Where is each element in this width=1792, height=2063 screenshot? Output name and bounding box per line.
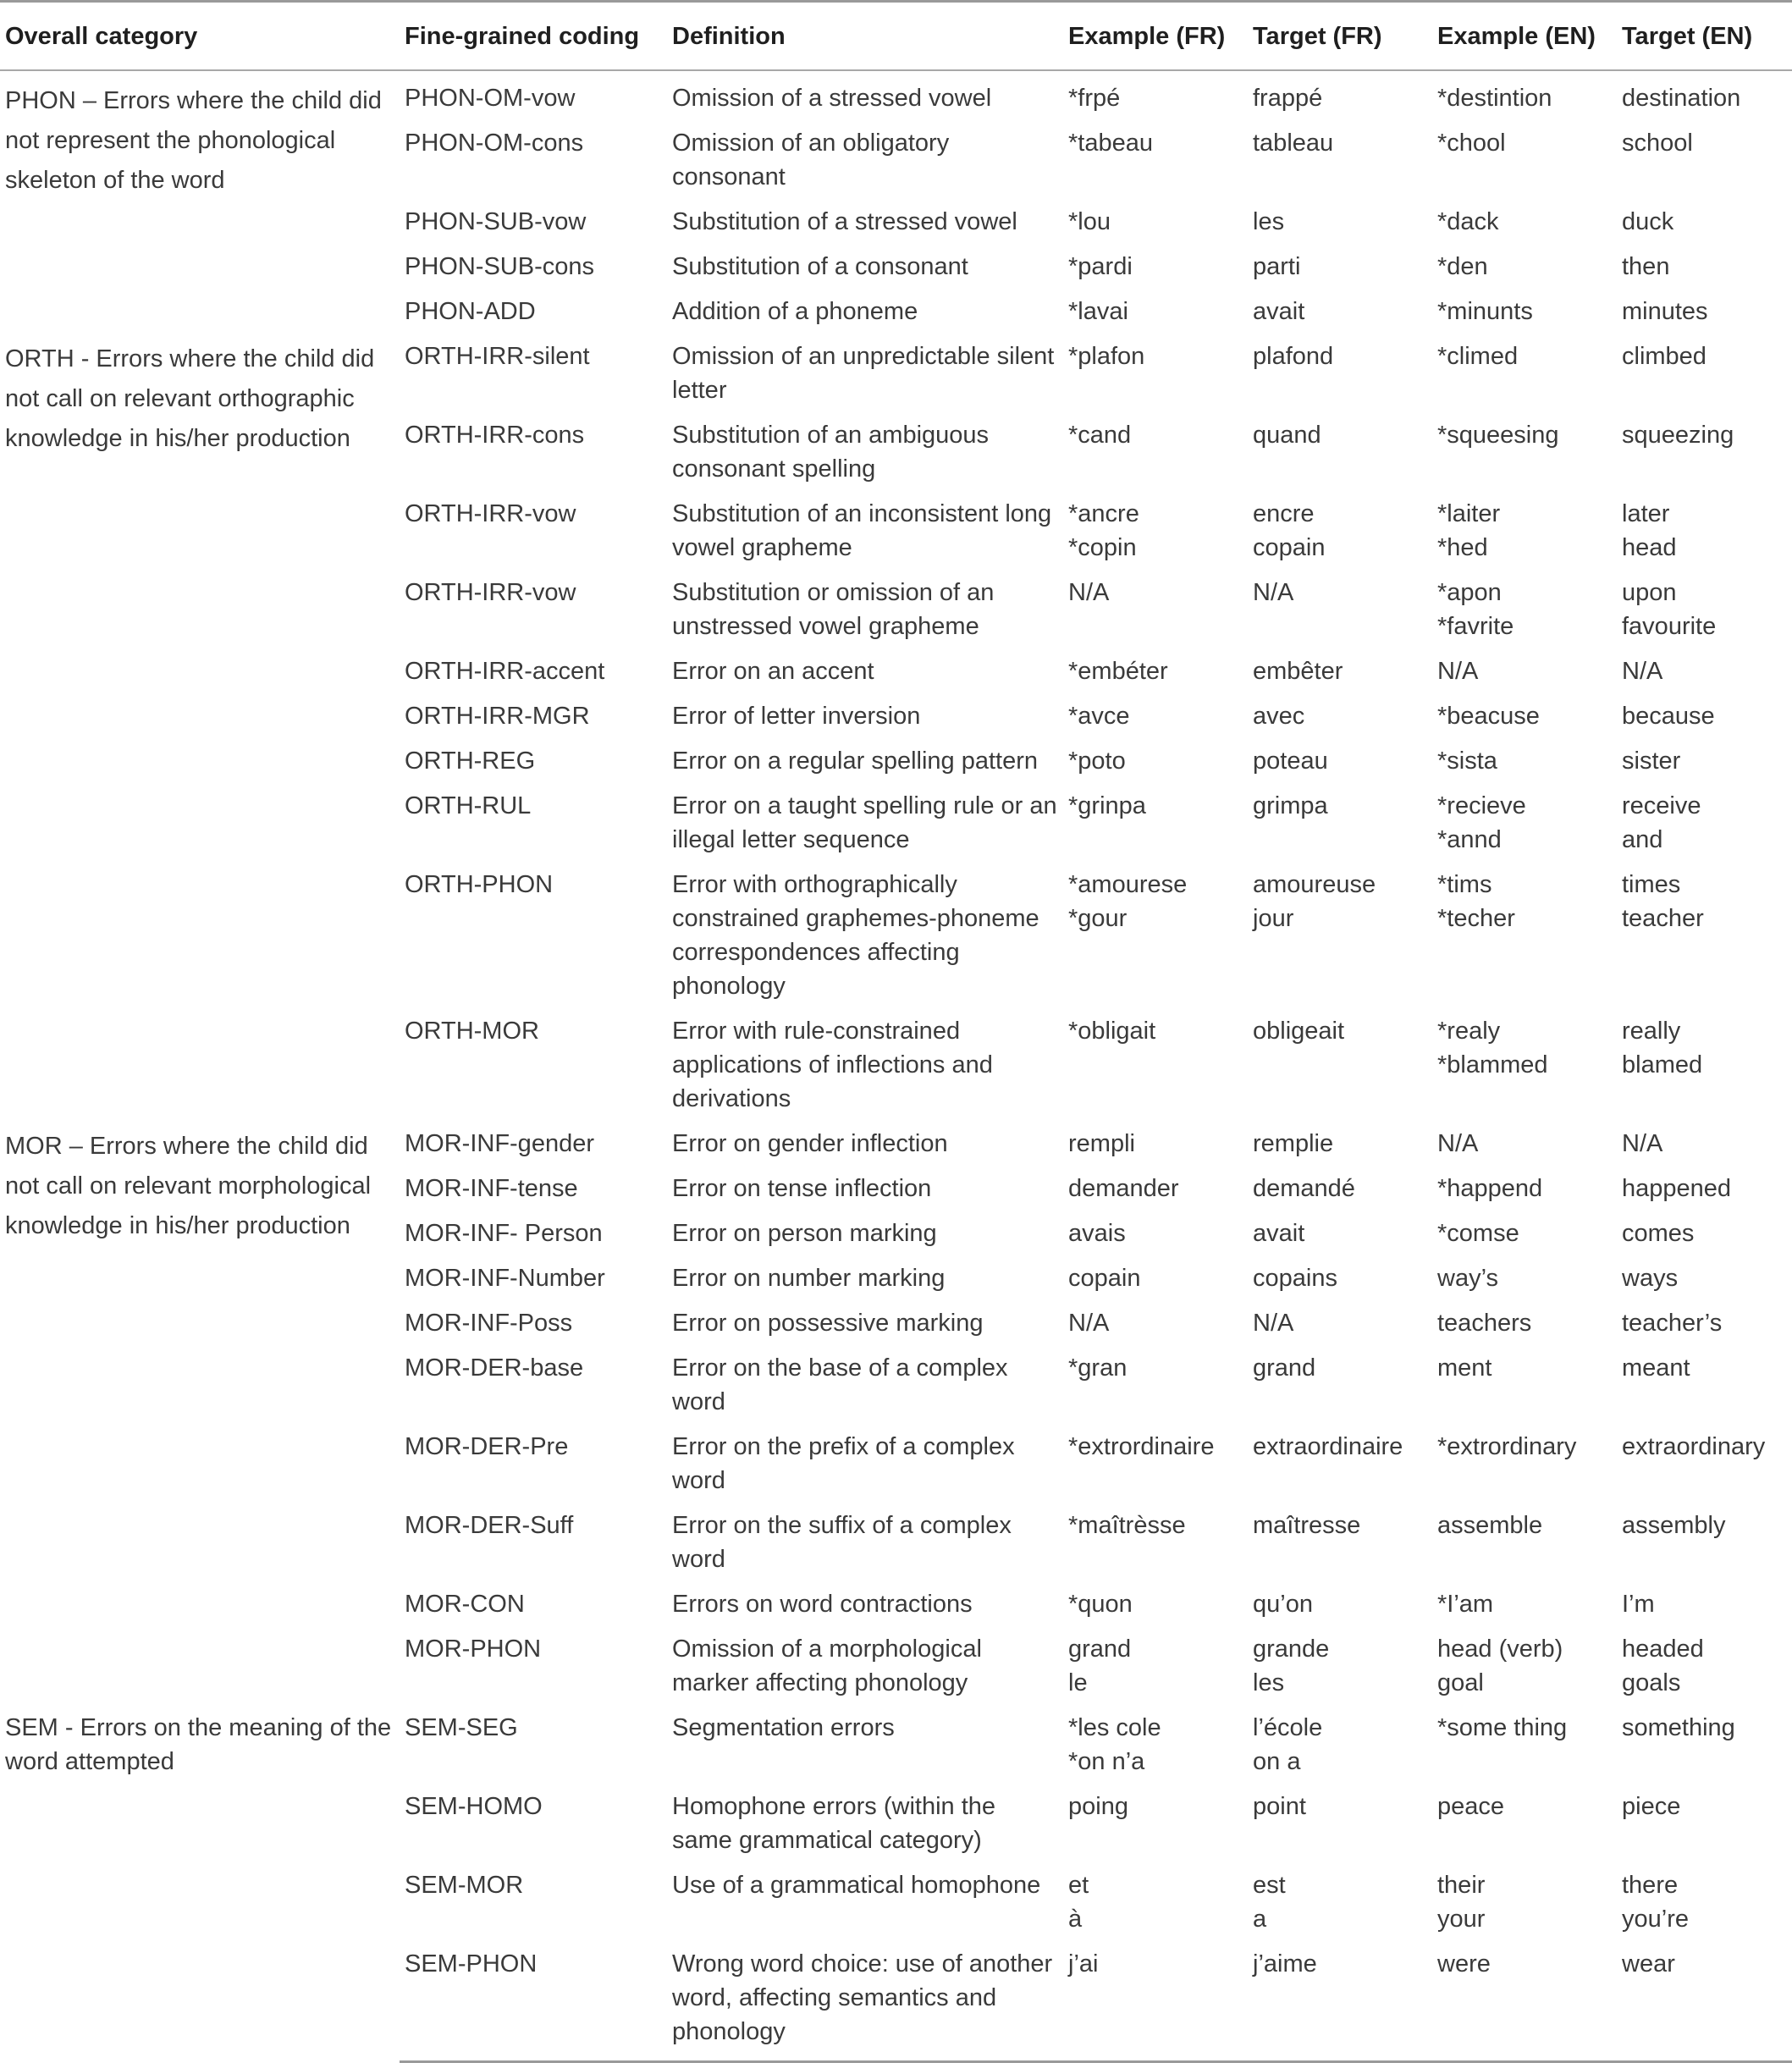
- example-fr-cell: *maîtrèsse: [1068, 1512, 1186, 1539]
- example-en-cell: N/A: [1437, 658, 1479, 685]
- target-fr-cell: l’école on a: [1253, 1714, 1323, 1775]
- target-fr-cell: obligeait: [1253, 1018, 1345, 1045]
- example-fr-cell: *pardi: [1068, 253, 1133, 280]
- code-cell: SEM-PHON: [400, 1942, 667, 2062]
- example-fr-cell: *avce: [1068, 703, 1130, 730]
- target-en-cell: wear: [1617, 1942, 1792, 2062]
- example-fr-cell: *obligait: [1068, 1018, 1156, 1045]
- example-en-cell: *minunts: [1437, 298, 1533, 325]
- target-en-cell: headed goals: [1622, 1636, 1704, 1696]
- target-fr-cell: avait: [1253, 1220, 1305, 1247]
- target-fr-cell: amoureuse jour: [1253, 871, 1376, 932]
- target-fr-cell: frappé: [1253, 85, 1323, 112]
- target-en-cell: minutes: [1622, 298, 1708, 325]
- example-en-cell: *apon *favrite: [1437, 579, 1514, 640]
- definition-cell: Error on person marking: [672, 1220, 937, 1247]
- example-en-cell: *happend: [1437, 1175, 1543, 1202]
- category-phon: PHON – Errors where the child did not represent the phonological skeleton of the word: [5, 87, 382, 194]
- code-cell: ORTH-IRR-MGR: [405, 703, 590, 730]
- definition-cell: Error on number marking: [672, 1265, 946, 1292]
- target-fr-cell: encre copain: [1253, 500, 1326, 561]
- definition-cell: Substitution of an ambiguous consonant spelling: [672, 422, 990, 483]
- example-fr-cell: *frpé: [1068, 85, 1121, 112]
- code-cell: MOR-DER-Pre: [405, 1433, 569, 1460]
- example-fr-cell: copain: [1068, 1265, 1141, 1292]
- target-en-cell: squeezing: [1622, 422, 1734, 449]
- definition-cell: Error of letter inversion: [672, 703, 921, 730]
- example-fr-cell: avais: [1068, 1220, 1126, 1247]
- definition-cell: Addition of a phoneme: [672, 298, 918, 325]
- example-en-cell: *recieve *annd: [1437, 792, 1526, 853]
- example-en-cell: peace: [1437, 1793, 1505, 1820]
- target-fr-cell: grand: [1253, 1354, 1316, 1382]
- header-target-fr: Target (FR): [1248, 2, 1432, 71]
- example-en-cell: *some thing: [1437, 1714, 1568, 1741]
- example-fr-cell: j’ai: [1063, 1942, 1248, 2062]
- example-fr-cell: *lavai: [1068, 298, 1128, 325]
- definition-cell: Errors on word contractions: [672, 1591, 973, 1618]
- target-en-cell: because: [1622, 703, 1715, 730]
- header-example-fr: Example (FR): [1063, 2, 1248, 71]
- definition-cell: Omission of an obligatory consonant: [672, 130, 950, 190]
- definition-cell: Substitution of a consonant: [672, 253, 968, 280]
- code-cell: SEM-HOMO: [405, 1793, 543, 1820]
- target-en-cell: assembly: [1622, 1512, 1726, 1539]
- code-cell: ORTH-MOR: [405, 1018, 539, 1045]
- target-fr-cell: grande les: [1253, 1636, 1330, 1696]
- code-cell: MOR-INF- Person: [405, 1220, 603, 1247]
- definition-cell: Substitution or omission of an unstressed vowel grapheme: [672, 579, 995, 640]
- definition-cell: Use of a grammatical homophone: [672, 1872, 1041, 1899]
- target-en-cell: receive and: [1622, 792, 1701, 853]
- target-fr-cell: parti: [1253, 253, 1301, 280]
- example-fr-cell: *embéter: [1068, 658, 1168, 685]
- code-cell: PHON-SUB-cons: [405, 253, 594, 280]
- target-en-cell: ways: [1622, 1265, 1679, 1292]
- target-fr-cell: plafond: [1253, 343, 1334, 370]
- category-mor: MOR – Errors where the child did not call on relevant morphological knowledge in his/her production: [5, 1133, 372, 1239]
- code-cell: SEM-SEG: [405, 1714, 518, 1741]
- definition-cell: Segmentation errors: [672, 1714, 895, 1741]
- target-en-cell: N/A: [1622, 658, 1663, 685]
- example-fr-cell: poing: [1068, 1793, 1128, 1820]
- target-en-cell: I’m: [1622, 1591, 1655, 1618]
- target-fr-cell: maîtresse: [1253, 1512, 1361, 1539]
- example-en-cell: *beacuse: [1437, 703, 1540, 730]
- example-fr-cell: *extrordinaire: [1068, 1433, 1215, 1460]
- target-en-cell: extraordinary: [1622, 1433, 1766, 1460]
- target-en-cell: destination: [1622, 85, 1741, 112]
- header-overall-category: Overall category: [0, 2, 400, 71]
- example-fr-cell: *gran: [1068, 1354, 1128, 1382]
- definition-cell: Omission of a morphological marker affecting phonology: [672, 1636, 982, 1696]
- example-fr-cell: *les cole *on n’a: [1068, 1714, 1161, 1775]
- example-fr-cell: grand le: [1068, 1636, 1132, 1696]
- example-en-cell: *realy *blammed: [1437, 1018, 1548, 1078]
- code-cell: MOR-PHON: [405, 1636, 542, 1663]
- code-cell: ORTH-PHON: [405, 871, 554, 898]
- example-en-cell: *chool: [1437, 130, 1506, 157]
- example-en-cell: *squeesing: [1437, 422, 1559, 449]
- target-en-cell: really blamed: [1622, 1018, 1703, 1078]
- target-fr-cell: embêter: [1253, 658, 1343, 685]
- example-en-cell: *comse: [1437, 1220, 1519, 1247]
- definition-cell: Substitution of an inconsistent long vowel grapheme: [672, 500, 1052, 561]
- example-en-cell: their your: [1437, 1872, 1486, 1933]
- table-row: [0, 1122, 1792, 1167]
- target-en-cell: something: [1622, 1714, 1735, 1741]
- target-fr-cell: poteau: [1253, 747, 1328, 775]
- table-row: [0, 70, 1792, 121]
- code-cell: ORTH-RUL: [405, 792, 532, 819]
- example-fr-cell: rempli: [1068, 1130, 1135, 1157]
- code-cell: PHON-SUB-vow: [405, 208, 587, 235]
- target-fr-cell: avec: [1253, 703, 1305, 730]
- example-fr-cell: *tabeau: [1068, 130, 1153, 157]
- code-cell: MOR-DER-base: [405, 1354, 584, 1382]
- target-fr-cell: j’aime: [1248, 1942, 1432, 2062]
- example-fr-cell: N/A: [1068, 579, 1110, 606]
- example-en-cell: *destintion: [1437, 85, 1552, 112]
- code-cell: MOR-INF-Number: [405, 1265, 605, 1292]
- example-fr-cell: *ancre *copin: [1068, 500, 1139, 561]
- code-cell: ORTH-IRR-accent: [405, 658, 605, 685]
- code-cell: MOR-INF-tense: [405, 1175, 578, 1202]
- target-en-cell: comes: [1622, 1220, 1695, 1247]
- target-en-cell: piece: [1622, 1793, 1681, 1820]
- target-en-cell: later head: [1622, 500, 1677, 561]
- target-fr-cell: copains: [1253, 1265, 1337, 1292]
- example-en-cell: assemble: [1437, 1512, 1543, 1539]
- target-fr-cell: tableau: [1253, 130, 1334, 157]
- target-en-cell: upon favourite: [1622, 579, 1717, 640]
- target-en-cell: times teacher: [1622, 871, 1704, 932]
- example-en-cell: ment: [1437, 1354, 1492, 1382]
- code-cell: ORTH-IRR-vow: [405, 579, 576, 606]
- definition-cell: Error on tense inflection: [672, 1175, 932, 1202]
- example-en-cell: N/A: [1437, 1130, 1479, 1157]
- target-en-cell: then: [1622, 253, 1670, 280]
- example-en-cell: *den: [1437, 253, 1488, 280]
- header-fine-grained-coding: Fine-grained coding: [400, 2, 667, 71]
- code-cell: PHON-OM-vow: [405, 85, 576, 112]
- target-en-cell: there you’re: [1622, 1872, 1689, 1933]
- target-fr-cell: avait: [1253, 298, 1305, 325]
- target-fr-cell: demandé: [1253, 1175, 1355, 1202]
- definition-cell: Substitution of a stressed vowel: [672, 208, 1017, 235]
- target-fr-cell: remplie: [1253, 1130, 1334, 1157]
- definition-cell: Omission of an unpredictable silent letter: [672, 343, 1055, 404]
- definition-cell: Error on the base of a complex word: [672, 1354, 1008, 1415]
- example-en-cell: *sista: [1437, 747, 1497, 775]
- example-en-cell: *extrordinary: [1437, 1433, 1577, 1460]
- example-en-cell: *climed: [1437, 343, 1519, 370]
- example-en-cell: were: [1432, 1942, 1617, 2062]
- header-target-en: Target (EN): [1617, 2, 1792, 71]
- example-en-cell: *I’am: [1437, 1591, 1494, 1618]
- definition-cell: Homophone errors (within the same grammatical category): [672, 1793, 996, 1854]
- target-en-cell: duck: [1622, 208, 1674, 235]
- category-sem: SEM - Errors on the meaning of the word attempted: [5, 1714, 392, 1775]
- definition-cell: Error on gender inflection: [672, 1130, 948, 1157]
- target-fr-cell: quand: [1253, 422, 1321, 449]
- example-fr-cell: *amourese *gour: [1068, 871, 1188, 932]
- header-example-en: Example (EN): [1432, 2, 1617, 71]
- target-en-cell: teacher’s: [1622, 1310, 1723, 1337]
- example-fr-cell: *plafon: [1068, 343, 1145, 370]
- code-cell: MOR-DER-Suff: [405, 1512, 574, 1539]
- code-cell: MOR-INF-gender: [405, 1130, 594, 1157]
- definition-cell: Wrong word choice: use of another word, affecting semantics and phonology: [667, 1942, 1063, 2062]
- example-en-cell: *laiter *hed: [1437, 500, 1501, 561]
- example-fr-cell: N/A: [1068, 1310, 1110, 1337]
- target-fr-cell: est a: [1253, 1872, 1286, 1933]
- definition-cell: Error on the suffix of a complex word: [672, 1512, 1012, 1573]
- example-fr-cell: *quon: [1068, 1591, 1133, 1618]
- code-cell: PHON-OM-cons: [405, 130, 584, 157]
- example-fr-cell: *cand: [1068, 422, 1132, 449]
- table-row: [0, 334, 1792, 413]
- example-fr-cell: *lou: [1068, 208, 1111, 235]
- target-fr-cell: N/A: [1253, 579, 1294, 606]
- definition-cell: Error with orthographically constrained graphemes-phoneme correspondences affecting phonology: [672, 871, 1039, 1000]
- example-en-cell: head (verb) goal: [1437, 1636, 1563, 1696]
- code-cell: ORTH-IRR-cons: [405, 422, 585, 449]
- target-fr-cell: grimpa: [1253, 792, 1328, 819]
- example-fr-cell: demander: [1068, 1175, 1179, 1202]
- target-fr-cell: point: [1253, 1793, 1306, 1820]
- code-cell: ORTH-IRR-vow: [405, 500, 576, 527]
- example-en-cell: *tims *techer: [1437, 871, 1515, 932]
- category-orth: ORTH - Errors where the child did not call on relevant orthographic knowledge in his/her production: [5, 345, 375, 452]
- target-fr-cell: extraordinaire: [1253, 1433, 1403, 1460]
- target-fr-cell: N/A: [1253, 1310, 1294, 1337]
- code-cell: MOR-INF-Poss: [405, 1310, 573, 1337]
- table-row: [0, 1706, 1792, 1784]
- definition-cell: Omission of a stressed vowel: [672, 85, 992, 112]
- code-cell: MOR-CON: [405, 1591, 525, 1618]
- target-en-cell: happened: [1622, 1175, 1732, 1202]
- example-fr-cell: *grinpa: [1068, 792, 1146, 819]
- definition-cell: Error on the prefix of a complex word: [672, 1433, 1015, 1494]
- code-cell: SEM-MOR: [405, 1872, 524, 1899]
- target-en-cell: climbed: [1622, 343, 1707, 370]
- definition-cell: Error on a taught spelling rule or an illegal letter sequence: [672, 792, 1057, 853]
- example-en-cell: way’s: [1437, 1265, 1498, 1292]
- code-cell: ORTH-REG: [405, 747, 536, 775]
- target-en-cell: school: [1622, 130, 1693, 157]
- example-en-cell: *dack: [1437, 208, 1499, 235]
- example-fr-cell: *poto: [1068, 747, 1126, 775]
- code-cell: PHON-ADD: [405, 298, 536, 325]
- target-fr-cell: les: [1253, 208, 1285, 235]
- target-en-cell: sister: [1622, 747, 1681, 775]
- example-en-cell: teachers: [1437, 1310, 1532, 1337]
- target-en-cell: N/A: [1622, 1130, 1663, 1157]
- target-fr-cell: qu’on: [1253, 1591, 1313, 1618]
- target-en-cell: meant: [1622, 1354, 1690, 1382]
- definition-cell: Error on possessive marking: [672, 1310, 984, 1337]
- header-row: [0, 2, 1792, 71]
- example-fr-cell: et à: [1068, 1872, 1089, 1933]
- definition-cell: Error on an accent: [672, 658, 874, 685]
- definition-cell: Error with rule-constrained applications of inflections and derivations: [672, 1018, 993, 1112]
- header-definition: Definition: [667, 2, 1063, 71]
- definition-cell: Error on a regular spelling pattern: [672, 747, 1039, 775]
- code-cell: ORTH-IRR-silent: [405, 343, 590, 370]
